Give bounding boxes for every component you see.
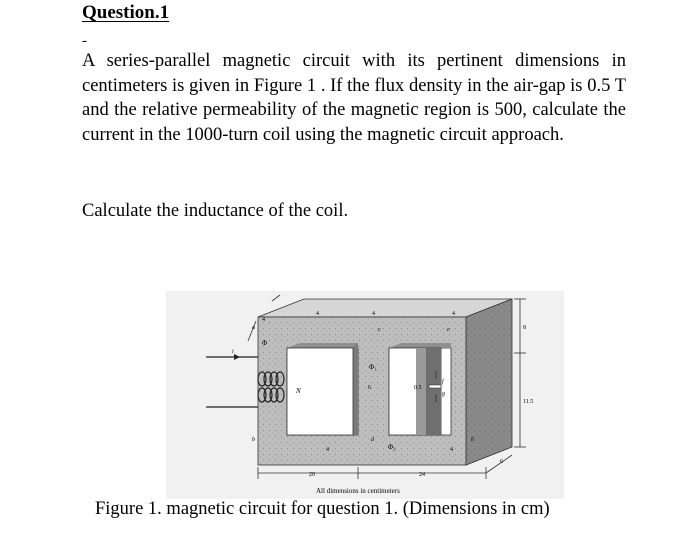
- node-label-e: e: [447, 327, 450, 333]
- dim-11-5: 11.5: [523, 399, 534, 405]
- node-label-c: c: [378, 327, 381, 333]
- question-heading: Question.1: [82, 2, 170, 23]
- flux-label-phi: Φ: [262, 339, 268, 347]
- coil-turns-label: N: [296, 387, 301, 395]
- problem-paragraph: A series-parallel magnetic circuit with its pertinent dimensions in centimeters is given in Figure 1 . If the flux density in the air-gap is 0.5 T and the relative permeability of the magnetic region is 500, calculate the current in the 1000-turn coil using the magnetic circuit approach.: [82, 51, 626, 145]
- dim-air-gap: 0.5: [414, 385, 422, 391]
- air-gap: [429, 385, 441, 388]
- node-label-a: a: [252, 325, 255, 331]
- dim-24: 24: [419, 472, 425, 478]
- dim-8: 8: [523, 325, 526, 331]
- node-label-i: i: [232, 349, 234, 355]
- figure-caption: Figure 1. magnetic circuit for question 1. (Dimensions in cm): [95, 499, 550, 519]
- dim-4-bottom-right: 4: [450, 447, 453, 453]
- node-label-g: g: [442, 391, 445, 397]
- node-label-b: b: [252, 437, 255, 443]
- magnetic-circuit-figure: [166, 291, 564, 499]
- dim-4-top-right: 4: [452, 311, 455, 317]
- dim-6-center-limb: 6: [368, 385, 371, 391]
- dim-4-bottom-left: 4: [326, 447, 329, 453]
- dim-4-left-depth: 4: [262, 317, 265, 323]
- flux-label-phi2: Φ₂: [388, 443, 396, 451]
- dimensions-note: All dimensions in centimeters: [316, 487, 400, 495]
- dim-6-depth: 6: [500, 459, 503, 465]
- node-label-h: h: [471, 437, 474, 443]
- node-label-d: d: [371, 437, 374, 443]
- dim-20: 20: [309, 472, 315, 478]
- heading-dash: -: [82, 33, 87, 49]
- flux-label-phi1: Φ₁: [369, 363, 377, 371]
- task-paragraph: Calculate the inductance of the coil.: [82, 201, 349, 221]
- dim-4-top-left: 4: [316, 311, 319, 317]
- node-label-f: f: [442, 379, 444, 385]
- dim-4-top-mid: 4: [372, 311, 375, 317]
